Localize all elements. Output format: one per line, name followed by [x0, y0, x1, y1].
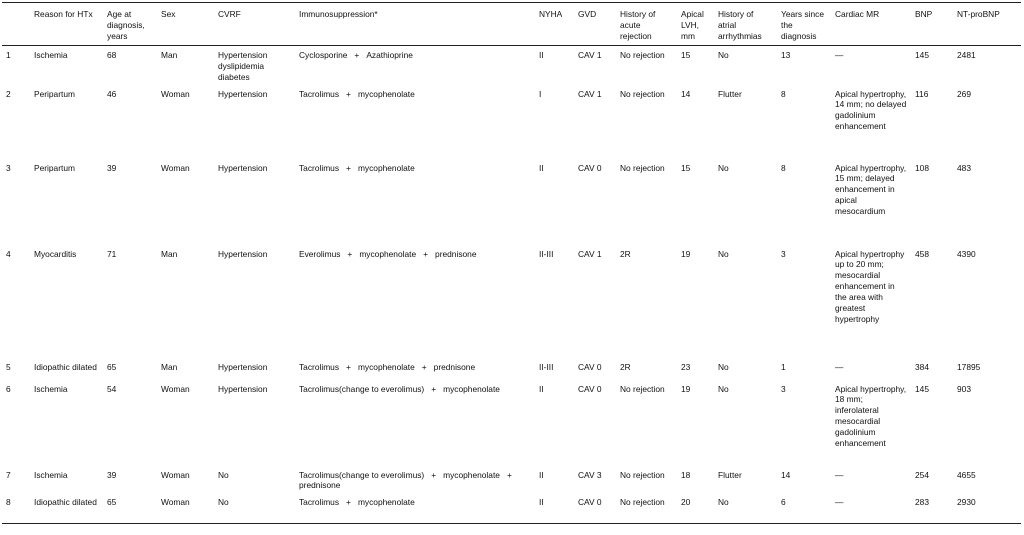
- header-sex: Sex: [157, 3, 214, 46]
- cell-reason: Idiopathic dilated: [34, 497, 97, 508]
- cell-arrhythmias: No: [718, 361, 729, 372]
- cell-rejection: No rejection: [620, 383, 665, 394]
- cell-rejection: No rejection: [620, 162, 665, 173]
- cell-immunosuppression: [295, 85, 535, 159]
- cell-reason: Ischemia: [34, 383, 68, 394]
- cell-cvrf: Hypertension: [218, 162, 268, 173]
- drug-name: Tacrolimus: [299, 162, 340, 173]
- header-apical-lvh: Apical LVH, mm: [677, 3, 714, 46]
- cell-gvd: CAV 1: [578, 88, 602, 99]
- header-cardiac-mr: Cardiac MR: [831, 3, 911, 46]
- drug-name: prednisone: [435, 248, 477, 259]
- cell-cvrf: Hypertension dyslipidemia diabetes: [218, 49, 268, 82]
- table-row: [2, 159, 1021, 245]
- cell-arrhythmias: No: [718, 497, 729, 508]
- cell-immunosuppression: [295, 159, 535, 245]
- drug-name: mycophenolate: [443, 469, 500, 480]
- cell-age: 39: [107, 162, 117, 173]
- cell-nyha: II: [539, 469, 544, 480]
- cell-apical-lvh: 14: [681, 88, 691, 99]
- header-years: Years since the diagnosis: [777, 3, 831, 46]
- drug-name: prednisone: [433, 361, 476, 372]
- plus-sign: +: [431, 469, 437, 480]
- cell-cardiac-mr: —: [835, 497, 844, 508]
- cell-arrhythmias: Flutter: [718, 469, 742, 480]
- plus-sign: +: [423, 248, 429, 259]
- cell-rejection: No rejection: [620, 88, 665, 99]
- cell-sex: Woman: [161, 383, 190, 394]
- cell-years: 1: [781, 361, 786, 372]
- cell-apical-lvh: 19: [681, 248, 691, 259]
- plus-sign: +: [347, 248, 353, 259]
- drug-name: Everolimus: [299, 248, 341, 259]
- drug-name: Tacrolimus: [299, 497, 340, 508]
- cell-rejection: No rejection: [620, 49, 665, 60]
- cell-bnp: 145: [915, 383, 929, 394]
- plus-sign: +: [346, 497, 351, 508]
- cell-nyha: I: [539, 88, 542, 99]
- cell-rejection: No rejection: [620, 497, 665, 508]
- cell-bnp: 116: [915, 88, 929, 99]
- header-gvd: GVD: [574, 3, 616, 46]
- cell-cardiac-mr: —: [835, 49, 844, 60]
- cell-immunosuppression: [295, 380, 535, 466]
- cell-gvd: CAV 0: [578, 361, 602, 372]
- cell-gvd: CAV 0: [578, 497, 602, 508]
- cell-immunosuppression: [295, 493, 535, 523]
- cell-nt-probnp: 4655: [957, 469, 976, 480]
- patient-characteristics-table: [2, 2, 1021, 524]
- table-body: [2, 45, 1021, 523]
- drug-name: prednisone: [299, 480, 341, 491]
- cell-nt-probnp: 483: [957, 162, 971, 173]
- cell-sex: Woman: [161, 88, 190, 99]
- cell-arrhythmias: No: [718, 49, 729, 60]
- cell-number: 5: [6, 361, 11, 372]
- plus-sign: +: [431, 383, 437, 394]
- cell-bnp: 384: [915, 361, 929, 372]
- header-age: Age at diagnosis, years: [103, 3, 157, 46]
- cell-years: 6: [781, 497, 786, 508]
- cell-number: 8: [6, 497, 11, 508]
- cell-apical-lvh: 15: [681, 49, 691, 60]
- cell-nyha: II: [539, 162, 544, 173]
- cell-rejection: 2R: [620, 361, 631, 372]
- cell-apical-lvh: 15: [681, 162, 691, 173]
- cell-cardiac-mr: Apical hypertrophy up to 20 mm; mesocardial enhancement in the area with greatest hypertrophy: [835, 248, 905, 325]
- cell-cvrf: Hypertension: [218, 383, 268, 394]
- header-number: [2, 3, 30, 46]
- cell-reason: Peripartum: [34, 88, 75, 99]
- cell-immunosuppression: [295, 466, 535, 494]
- header-cvrf: CVRF: [214, 3, 295, 46]
- cell-cvrf: No: [218, 469, 229, 480]
- cell-nt-probnp: 17895: [957, 361, 981, 372]
- cell-arrhythmias: No: [718, 162, 729, 173]
- cell-years: 3: [781, 383, 786, 394]
- drug-name: mycophenolate: [357, 88, 415, 99]
- cell-nyha: II-III: [539, 361, 554, 372]
- cell-bnp: 283: [915, 497, 929, 508]
- cell-years: 3: [781, 248, 786, 259]
- cell-cardiac-mr: —: [835, 469, 844, 480]
- cell-age: 46: [107, 88, 117, 99]
- cell-sex: Man: [161, 248, 178, 259]
- cell-cvrf: Hypertension: [218, 88, 268, 99]
- cell-nyha: II: [539, 383, 544, 394]
- cell-years: 13: [781, 49, 791, 60]
- cell-bnp: 145: [915, 49, 929, 60]
- cell-cardiac-mr: Apical hypertrophy, 18 mm; inferolateral mesocardial gadolinium enhancement: [835, 383, 907, 449]
- cell-nyha: II: [539, 49, 544, 60]
- cell-reason: Ischemia: [34, 469, 68, 480]
- cell-cvrf: Hypertension: [218, 361, 268, 372]
- cell-rejection: No rejection: [620, 469, 665, 480]
- cell-cardiac-mr: Apical hypertrophy, 15 mm; delayed enhancement in apical mesocardium: [835, 162, 907, 217]
- table-row: [2, 380, 1021, 466]
- table-row: [2, 358, 1021, 380]
- cell-number: 6: [6, 383, 11, 394]
- cell-bnp: 458: [915, 248, 929, 259]
- cell-age: 68: [107, 49, 117, 60]
- drug-name: mycophenolate: [443, 383, 500, 394]
- header-nt-probnp: NT-proBNP: [953, 3, 1021, 46]
- plus-sign: +: [354, 49, 360, 60]
- cell-age: 71: [107, 248, 117, 259]
- cell-gvd: CAV 1: [578, 248, 602, 259]
- header-rejection: History of acute rejection: [616, 3, 677, 46]
- cell-age: 65: [107, 497, 117, 508]
- cell-cardiac-mr: Apical hypertrophy, 14 mm; no delayed gadolinium enhancement: [835, 88, 907, 132]
- cell-nyha: II-III: [539, 248, 554, 259]
- cell-age: 54: [107, 383, 117, 394]
- plus-sign: +: [421, 361, 427, 372]
- cell-nt-probnp: 2930: [957, 497, 976, 508]
- drug-name: Tacrolimus: [299, 88, 340, 99]
- table-row: [2, 466, 1021, 494]
- cell-gvd: CAV 0: [578, 162, 602, 173]
- cell-apical-lvh: 23: [681, 361, 691, 372]
- cell-sex: Man: [161, 49, 178, 60]
- cell-sex: Woman: [161, 469, 190, 480]
- plus-sign: +: [346, 162, 351, 173]
- cell-rejection: 2R: [620, 248, 631, 259]
- cell-sex: Man: [161, 361, 178, 372]
- drug-name: Tacrolimus(change to everolimus): [299, 469, 425, 480]
- cell-nt-probnp: 269: [957, 88, 971, 99]
- cell-reason: Peripartum: [34, 162, 75, 173]
- cell-cvrf: Hypertension: [218, 248, 268, 259]
- cell-arrhythmias: Flutter: [718, 88, 742, 99]
- drug-name: mycophenolate: [357, 162, 415, 173]
- cell-bnp: 254: [915, 469, 929, 480]
- table-row: [2, 245, 1021, 358]
- cell-reason: Idiopathic dilated: [34, 361, 97, 372]
- cell-arrhythmias: No: [718, 383, 729, 394]
- drug-name: Tacrolimus(change to everolimus): [299, 383, 425, 394]
- cell-years: 8: [781, 88, 786, 99]
- cell-cardiac-mr: —: [835, 361, 844, 372]
- cell-number: 7: [6, 469, 11, 480]
- cell-number: 1: [6, 49, 11, 60]
- drug-name: Cyclosporine: [299, 49, 348, 60]
- cell-years: 8: [781, 162, 786, 173]
- cell-number: 2: [6, 88, 11, 99]
- plus-sign: +: [346, 361, 351, 372]
- cell-age: 39: [107, 469, 117, 480]
- header-bnp: BNP: [911, 3, 953, 46]
- cell-apical-lvh: 20: [681, 497, 691, 508]
- header-reason: Reason for HTx: [30, 3, 103, 46]
- table-row: [2, 493, 1021, 523]
- header-arrhythmias: History of atrial arrhythmias: [714, 3, 777, 46]
- cell-number: 3: [6, 162, 11, 173]
- plus-sign: +: [506, 469, 512, 480]
- cell-immunosuppression: [295, 245, 535, 358]
- header-nyha: NYHA: [535, 3, 574, 46]
- table-row: [2, 45, 1021, 84]
- cell-sex: Woman: [161, 162, 190, 173]
- cell-nt-probnp: 2481: [957, 49, 976, 60]
- cell-bnp: 108: [915, 162, 929, 173]
- cell-number: 4: [6, 248, 11, 259]
- cell-immunosuppression: [295, 45, 535, 84]
- drug-name: mycophenolate: [359, 248, 417, 259]
- cell-nt-probnp: 4390: [957, 248, 976, 259]
- cell-nyha: II: [539, 497, 544, 508]
- cell-reason: Myocarditis: [34, 248, 77, 259]
- drug-name: Tacrolimus: [299, 361, 340, 372]
- cell-apical-lvh: 19: [681, 383, 691, 394]
- cell-apical-lvh: 18: [681, 469, 691, 480]
- drug-name: mycophenolate: [357, 361, 415, 372]
- cell-age: 65: [107, 361, 117, 372]
- plus-sign: +: [346, 88, 351, 99]
- cell-nt-probnp: 903: [957, 383, 971, 394]
- drug-name: Azathioprine: [366, 49, 413, 60]
- cell-sex: Woman: [161, 497, 190, 508]
- cell-gvd: CAV 1: [578, 49, 602, 60]
- cell-immunosuppression: [295, 358, 535, 380]
- cell-cvrf: No: [218, 497, 229, 508]
- header-immunosuppression: Immunosuppression*: [295, 3, 535, 46]
- table-row: [2, 85, 1021, 159]
- cell-gvd: CAV 0: [578, 383, 602, 394]
- cell-gvd: CAV 3: [578, 469, 602, 480]
- cell-years: 14: [781, 469, 791, 480]
- cell-reason: Ischemia: [34, 49, 68, 60]
- header-row: [2, 3, 1021, 46]
- cell-arrhythmias: No: [718, 248, 729, 259]
- drug-name: mycophenolate: [357, 497, 415, 508]
